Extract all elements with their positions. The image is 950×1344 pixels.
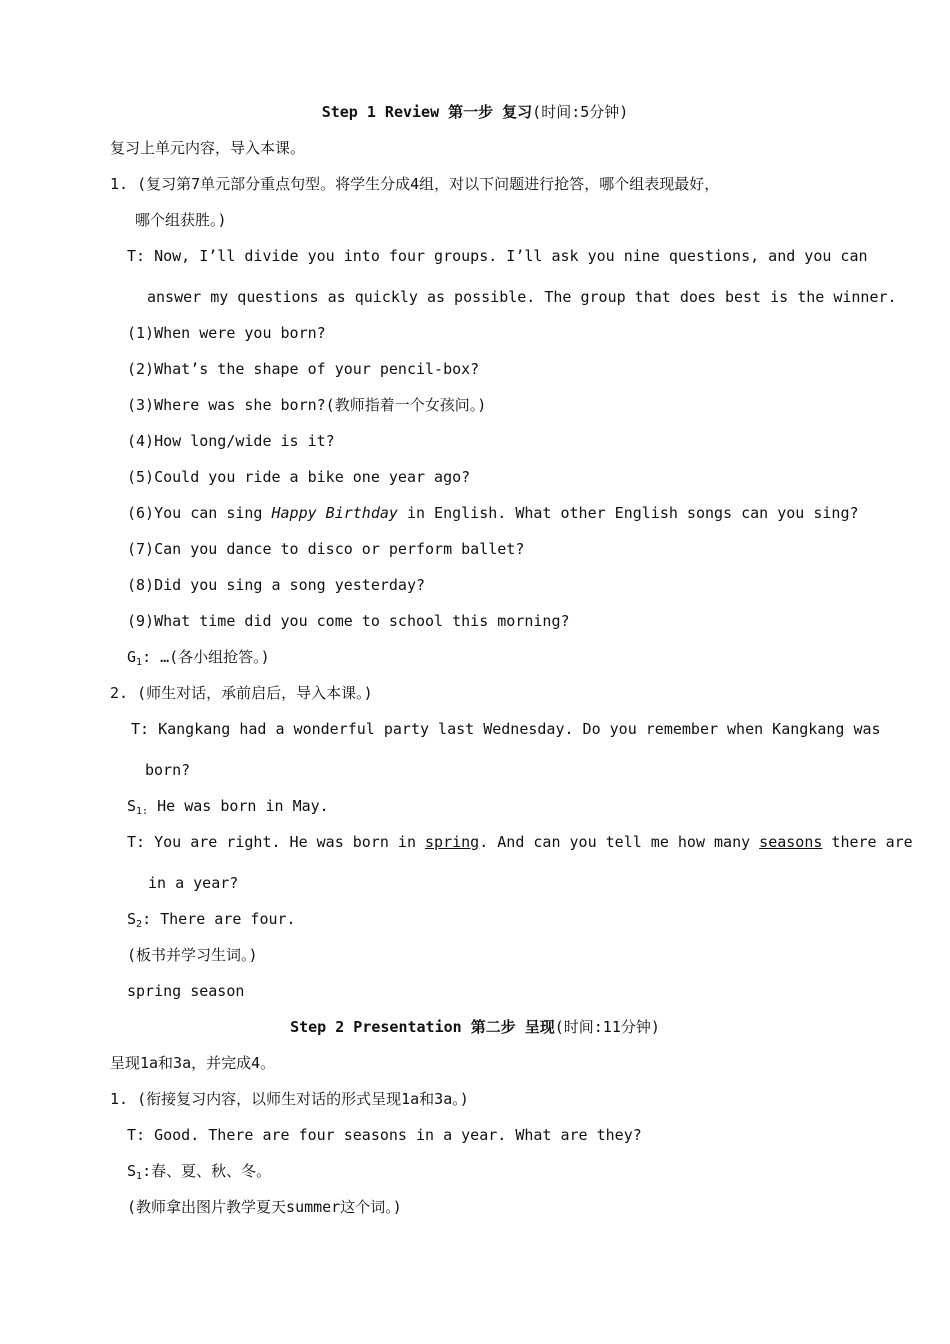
step2-item1-line: 1. (衔接复习内容，以师生对话的形式呈现1a和3a。) xyxy=(110,1090,469,1108)
step1-item1-line1: 1. (复习第7单元部分重点句型。将学生分成4组，对以下问题进行抢答，哪个组表现最好， xyxy=(110,175,720,193)
teacher2-pre: T: You are right. He was born in xyxy=(127,833,426,851)
step2-heading-title: Step 2 Presentation 第二步 呈现 xyxy=(290,1018,555,1036)
student1-label: S xyxy=(127,797,137,815)
student2-answer-text: : There are four. xyxy=(142,910,296,928)
student2-answer xyxy=(127,909,296,935)
question-1: (1)When were you born? xyxy=(127,324,326,342)
group-answer xyxy=(127,647,270,673)
group-label-sub: 1 xyxy=(136,657,143,668)
step1-teacher-line2: answer my questions as quickly as possible. The group that does best is the winner. xyxy=(147,288,897,306)
teacher2-post: there are xyxy=(822,833,913,851)
question-2: (2)What’s the shape of your pencil-box? xyxy=(127,360,480,378)
step1-item2-teacher1-line1: T: Kangkang had a wonderful party last Wednesday. Do you remember when Kangkang was xyxy=(131,720,881,738)
step1-item1-line2: 哪个组获胜。) xyxy=(135,211,227,229)
step1-heading-time: (时间:5分钟) xyxy=(532,103,629,121)
vocab-spring: spring xyxy=(425,833,480,851)
step1-item2-teacher1-line2: born? xyxy=(145,761,191,779)
step2-student1-answer xyxy=(127,1161,271,1187)
student2-label: S xyxy=(127,910,137,928)
step2-student1-label: S xyxy=(127,1162,137,1180)
question-5: (5)Could you ride a bike one year ago? xyxy=(127,468,471,486)
student1-answer xyxy=(127,796,329,822)
step2-teacher-line: T: Good. There are four seasons in a year. What are they? xyxy=(127,1126,642,1144)
board-note: (板书并学习生词。) xyxy=(127,946,258,964)
question-8: (8)Did you sing a song yesterday? xyxy=(127,576,426,594)
step2-heading xyxy=(0,1017,950,1037)
step1-item2-line1: 2. (师生对话，承前启后，导入本课。) xyxy=(110,684,373,702)
question-9: (9)What time did you come to school this morning? xyxy=(127,612,570,630)
question-6-post: in English. What other English songs can you sing? xyxy=(397,504,859,522)
teacher2-mid: . And can you tell me how many xyxy=(479,833,760,851)
step2-intro: 呈现1a和3a，并完成4。 xyxy=(110,1054,276,1072)
question-4: (4)How long/wide is it? xyxy=(127,432,335,450)
question-6-song-title: Happy Birthday xyxy=(271,504,398,522)
step1-heading xyxy=(0,102,950,122)
step1-teacher-line1: T: Now, I’ll divide you into four groups. I’ll ask you nine questions, and you can xyxy=(127,247,868,265)
step2-note: (教师拿出图片教学夏天summer这个词。) xyxy=(127,1198,402,1216)
question-3: (3)Where was she born?(教师指着一个女孩问。) xyxy=(127,396,487,414)
step1-item2-teacher2-line1 xyxy=(127,832,913,852)
question-6-pre: (6)You can sing xyxy=(127,504,272,522)
step2-heading-time: (时间:11分钟) xyxy=(554,1018,660,1036)
student1-answer-text: He was born in May. xyxy=(148,797,329,815)
step1-item2-teacher2-line2: in a year? xyxy=(148,874,239,892)
step1-intro: 复习上单元内容，导入本课。 xyxy=(110,139,306,157)
question-6 xyxy=(127,503,859,523)
group-answer-text: : …(各小组抢答。) xyxy=(142,648,270,666)
step1-heading-title: Step 1 Review 第一步 复习 xyxy=(321,103,533,121)
group-label: G xyxy=(127,648,137,666)
step2-student1-answer-text: :春、夏、秋、冬。 xyxy=(142,1162,272,1180)
vocab-list: spring season xyxy=(127,982,245,1000)
step2-student1-label-sub: 1 xyxy=(136,1171,143,1182)
question-7: (7)Can you dance to disco or perform ballet? xyxy=(127,540,525,558)
student2-label-sub: 2 xyxy=(136,919,143,930)
student1-label-sub: 1: xyxy=(136,806,149,817)
vocab-seasons: seasons xyxy=(759,833,823,851)
